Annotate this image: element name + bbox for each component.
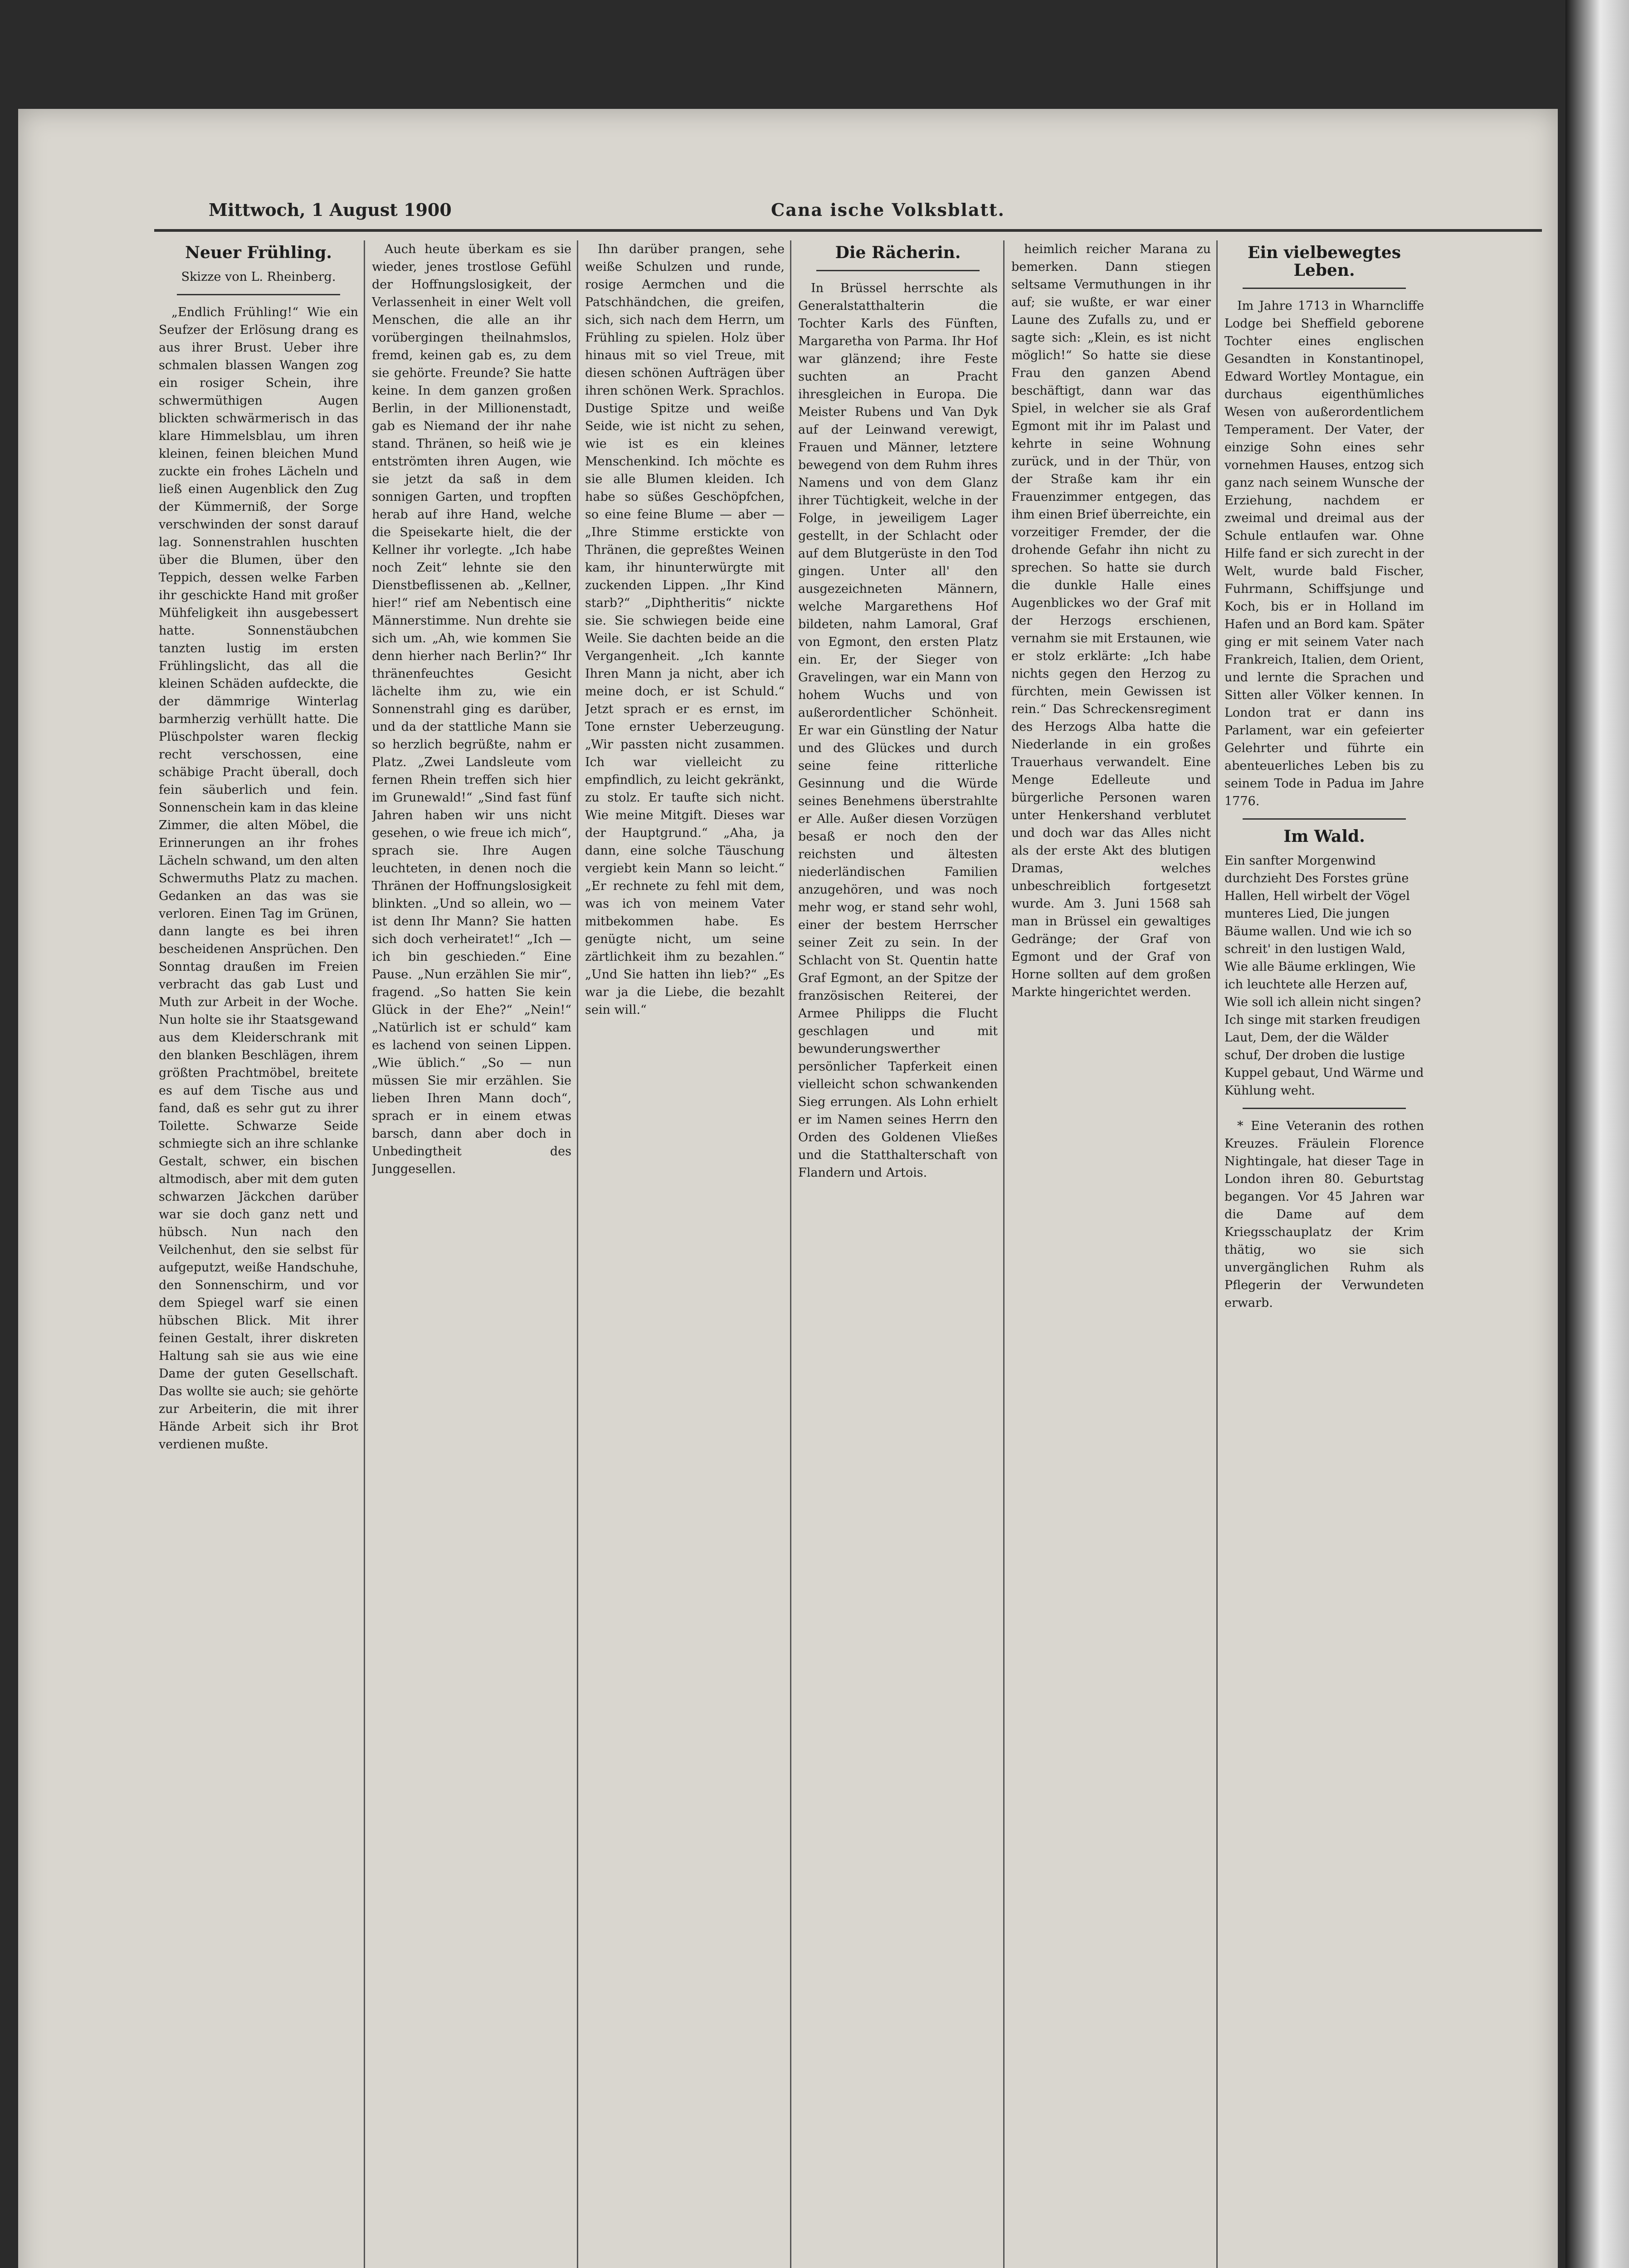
article-heading: Die Rächerin. xyxy=(835,243,961,262)
newspaper-title: Cana ische Volksblatt. xyxy=(771,200,1005,220)
masthead-rule xyxy=(154,229,1542,232)
masthead xyxy=(209,200,1524,227)
column-4 xyxy=(798,240,998,2268)
article-heading: Ein vielbewegtes Leben. xyxy=(1248,243,1401,280)
poem-body: Ein sanfter Morgenwind durchzieht Des Forstes grüne Hallen, Hell wirbelt der Vögel munteres Lied, Die jungen Bäume wallen. Und wie ich so schreit' in den lustigen Wald, Wie alle Bäume erklingen, Wie ich leuchtete alle Herzen auf, Wie soll ich allein nicht singen? Ich singe mit starken freudigen Laut, Dem, der die Wälder schuf, Der droben die lustige Kuppel gebaut, Und Wärme und Kühlung weht. xyxy=(1224,854,1424,1098)
page-edge xyxy=(1566,0,1629,2268)
article-body: Ihn darüber prangen, sehe weiße Schulzen und runde, rosige Aermchen und die Patschhändchen, die greifen, sich, sich nach dem Herrn, um Frühling zu spielen. Holz über hinaus mit so viel Treue, mit diesen schönen Aufträgen über ihren schönen Werk. Sprachlos. Dustige Spitze und weiße Seide, wie ist nicht zu sehen, wie ist es ein kleines Menschenkind. Ich möchte es sie alle Blumen kleiden. Ich habe so süßes Geschöpfchen, so eine feine Blume — aber — „Ihre Stimme erstickte von Thränen, die gepreßtes Weinen kam, ihr hinunterwürgte mit zuckenden Lippen. „Ihr Kind starb?“ „Diphtheritis“ nickte sie. Sie schwiegen beide eine Weile. Sie dachten beide an die Vergangenheit. „Ich kannte Ihren Mann ja nicht, aber ich meine doch, er ist Schuld.“ Jetzt sprach er es ernst, im Tone ernster Ueberzeugung. „Wir passten nicht zusammen. Ich war vielleicht zu empfindlich, zu leicht gekränkt, zu stolz. Er taufte sich nicht. Wie meine Mitgift. Dieses war der Hauptgrund.“ „Aha, ja dann, eine solche Täuschung vergiebt kein Mann so leicht.“ „Er rechnete zu fehl mit dem, was ich von meinem Vater mitbekommen habe. Es genügte nicht, um seine zärtlichkeit ihm zu bezahlen.“ „Und Sie hatten ihn lieb?“ „Es war ja die Liebe, die bezahlt sein will.“ xyxy=(585,242,785,1017)
article-body: „Endlich Frühling!“ Wie ein Seufzer der Erlösung drang es aus ihrer Brust. Ueber ihre schmalen blassen Wangen zog ein rosiger Schein, ihre schwermüthigen Augen blickten schwärmerisch in das klare Himmelsblau, um ihren kleinen, feinen bleichen Mund zuckte ein frohes Lächeln und ließ einen Augenblick den Zug der Kümmerniß, der Sorge verschwinden der sonst darauf lag. Sonnenstrahlen huschten über die Blumen, über den Teppich, dessen welke Farben ihr geschickte Hand mit großer Mühfeligkeit ihn ausgebessert hatte. Sonnenstäubchen tanzten lustig im ersten Frühlingslicht, das all die kleinen Schäden aufdeckte, die der dämmrige Winterlag barmherzig verhüllt hatte. Die Plüschpolster waren fleckig recht verschossen, eine schäbige Pracht überall, doch fein säuberlich und fein. Sonnenschein kam in das kleine Zimmer, die alten Möbel, die Erinnerungen an ihr frohes Lächeln schwand, um den alten Schwermuths Platz zu machen. Gedanken an das was sie verloren. Einen Tag im Grünen, dann langte es bei ihren bescheidenen Ansprüchen. Den Sonntag draußen im Freien verbracht das gab Lust und Muth zur Arbeit in der Woche. Nun holte sie ihr Staatsgewand aus dem Kleiderschrank mit den blanken Beschlägen, ihrem größten Prachtmöbel, breitete es auf dem Tische aus und fand, daß es sehr gut zu ihrer Toilette. Schwarze Seide schmiegte sich an ihre schlanke Gestalt, schwer, ein bischen altmodisch, aber mit dem guten schwarzen Jäckchen darüber war sie doch ganz nett und hübsch. Nun nach den Veilchenhut, den sie selbst für aufgeputzt, weiße Handschuhe, den Sonnenschirm, und vor dem Spiegel warf sie einen hübschen Blick. Mit ihrer feinen Gestalt, ihrer diskreten Haltung sah sie aus wie eine Dame der guten Gesellschaft. Das wollte sie auch; sie gehörte zur Arbeiterin, die mit ihrer Hände Arbeit sich ihr Brot verdienen mußte. xyxy=(159,305,358,1452)
column-2 xyxy=(372,240,571,2268)
article-body: Auch heute überkam es sie wieder, jenes trostlose Gefühl der Hoffnungslosigkeit, der Verlassenheit in einer Welt voll Menschen, die alle an ihr vorübergingen theilnahmslos, fremd, keinen gab es, zu dem sie gehörte. Freunde? Sie hatte keine. In dem ganzen großen Berlin, in der Millionenstadt, gab es Niemand der ihr nahe stand. Thränen, so heiß wie je entströmten ihren Augen, wie sie jetzt da saß in dem sonnigen Garten, und tropften herab auf ihre Hand, welche die Speisekarte hielt, die der Kellner ihr vorlegte. „Ich habe noch Zeit“ lehnte sie den Dienstbeflissenen ab. „Kellner, hier!“ rief am Nebentisch eine Männerstimme. Nun drehte sie sich um. „Ah, wie kommen Sie denn hierher nach Berlin?“ Ihr thränenfeuchtes Gesicht lächelte ihm zu, wie ein Sonnenstrahl ging es darüber, und da der stattliche Mann sie so herzlich begrüßte, nahm er Platz. „Zwei Landsleute vom fernen Rhein treffen sich hier im Grunewald!“ „Sind fast fünf Jahren haben wir uns nicht gesehen, o wie freue ich mich“, sprach sie. Ihre Augen leuchteten, in denen noch die Thränen der Hoffnungslosigkeit blinkten. „Und so allein, wo — ist denn Ihr Mann? Sie hatten sich doch verheiratet!“ „Ich — ich bin geschieden.“ Eine Pause. „Nun erzählen Sie mir“, fragend. „So hatten Sie kein Glück in der Ehe?“ „Nein!“ „Natürlich ist er schuld“ kam es lachend von seinen Lippen. „Wie üblich.“ „So — nun müssen Sie mir erzählen. Sie lieben Ihren Mann doch“, sprach er in einem etwas barsch, dann aber doch in Unbedingtheit des Junggesellen. xyxy=(372,242,571,1176)
column-1 xyxy=(159,240,358,2268)
column-divider xyxy=(790,240,791,2268)
column-6 xyxy=(1224,240,1424,2268)
column-divider xyxy=(1216,240,1218,2268)
article-body: In Brüssel herrschte als Generalstatthalterin die Tochter Karls des Fünften, Margaretha von Parma. Ihr Hof war glänzend; ihre Feste suchten an Pracht ihresgleichen in Europa. Die Meister Rubens und Van Dyk auf der Leinwand verewigt, Frauen und Männer, letztere bewegend von dem Ruhm ihres Namens und von dem Glanz ihrer Tüchtigkeit, welche in der Folge, in jeweiligem Lager gestellt, in der Schlacht oder auf dem Blutgerüste in den Tod gingen. Unter all' den ausgezeichneten Männern, welche Margarethens Hof bildeten, nahm Lamoral, Graf von Egmont, den ersten Platz ein. Er, der Sieger von Gravelingen, war ein Mann von hohem Wuchs und von außerordentlicher Schönheit. Er war ein Günstling der Natur und des Glückes und durch seine feine ritterliche Gesinnung und die Würde seines Benehmens überstrahlte er Alle. Außer diesen Vorzügen besaß er noch den der reichsten und ältesten niederländischen Familien anzugehören, und was noch mehr wog, er stand sehr wohl, einer der bestem Herrscher seiner Zeit zu sein. In der Schlacht von St. Quentin hatte Graf Egmont, an der Spitze der französischen Reiterei, der Armee Philipps die Flucht geschlagen und mit bewunderungswerther persönlicher Tapferkeit einen vielleicht schon schwankenden Sieg errungen. Als Lohn erhielt er im Namen seines Herrn den Orden des Goldenen Vließes und die Statthalterschaft von Flandern und Artois. xyxy=(798,281,998,1180)
newspaper-page xyxy=(18,109,1558,2268)
column-divider xyxy=(1003,240,1005,2268)
column-5 xyxy=(1011,240,1211,2254)
divider xyxy=(177,294,340,295)
article-heading: Neuer Frühling. xyxy=(185,243,332,262)
news-note: * Eine Veteranin des rothen Kreuzes. Fräulein Florence Nightingale, hat dieser Tage in London ihren 80. Geburtstag begangen. Vor 45 Jahren war die Dame auf dem Kriegsschauplatz der Krim thätig, wo sie sich unvergänglichen Ruhm als Pflegerin der Verwundeten erwarb. xyxy=(1224,1119,1424,1310)
divider xyxy=(1243,288,1406,289)
divider xyxy=(1243,818,1406,820)
column-3 xyxy=(585,240,785,2268)
column-divider xyxy=(364,240,365,2268)
poem-heading: Im Wald. xyxy=(1283,827,1365,846)
column-divider xyxy=(577,240,578,2268)
article-body: heimlich reicher Marana zu bemerken. Dann stiegen seltsame Vermuthungen in ihr auf; sie wußte, er war einer Laune des Zufalls zu, und er sagte sich: „Klein, es ist nicht möglich!“ So hatte sie diese Frau den ganzen Abend beschäftigt, dann war das Spiel, in welcher sie als Graf Egmont mit ihr im Palast und kehrte in seine Wohnung zurück, und in der Thür, von der Straße kam ihr ein Frauenzimmer entgegen, das ihm einen Brief überreichte, ein vorzeitiger Fremder, der die drohende Gefahr ihn nicht zu sprechen. So hatte sie durch die dunkle Halle eines Augenblickes wo der Graf mit der Herzogs erschienen, vernahm sie mit Erstaunen, wie er stolz erklärte: „Ich habe nichts gegen den Herzog zu fürchten, mein Gewissen ist rein.“ Das Schreckensregiment des Herzogs Alba hatte die Niederlande in ein großes Trauerhaus verwandelt. Eine Menge Edelleute und bürgerliche Personen waren unter Henkershand verblutet und doch war das Alles nicht als der erste Akt des blutigen Dramas, welches unbeschreiblich fortgesetzt wurde. Am 3. Juni 1568 sah man in Brüssel ein gewaltiges Gedränge; der Graf von Egmont und der Graf von Horne sollten auf dem großen Markte hingerichtet werden. xyxy=(1011,242,1211,999)
issue-date: Mittwoch, 1 August 1900 xyxy=(209,200,452,220)
article-subheading: Skizze von L. Rheinberg. xyxy=(181,270,336,284)
divider xyxy=(1243,1108,1406,1109)
article-body: Im Jahre 1713 in Wharncliffe Lodge bei Sheffield geborene Tochter eines englischen Gesandten in Konstantinopel, Edward Wortley Montague, ein durchaus eigenthümliches Wesen von außerordentlichem Temperament. Der Vater, der einzige Sohn eines sehr vornehmen Hauses, entzog sich ganz nach seinem Wunsche der Erziehung, nachdem er zweimal und dreimal aus der Schule entlaufen war. Ohne Hilfe fand er sich zurecht in der Welt, wurde bald Fischer, Fuhrmann, Schiffsjunge und Koch, bis er in Holland im Hafen und an Bord kam. Später ging er mit seinem Vater nach Frankreich, Italien, dem Orient, und lernte die Sprachen und Sitten aller Völker kennen. In London trat er dann ins Parlament, war ein gefeierter Gelehrter und führte ein abenteuerliches Leben bis zu seinem Tode in Padua im Jahre 1776. xyxy=(1224,299,1424,808)
divider xyxy=(816,270,980,271)
